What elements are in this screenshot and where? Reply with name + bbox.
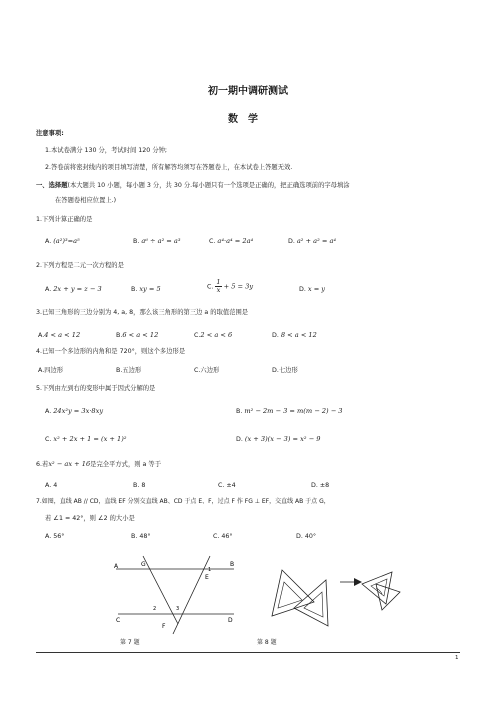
question-stem-cont: 若 ∠1 = 42°，则 ∠2 的大小是 [45,515,135,522]
label-g: G [141,561,146,568]
section-title: 一、选择题 [36,182,68,189]
section-header [36,182,350,190]
question-stem: 7.如图，直线 AB // CD，直线 EF 分别交直线 AB、CD 于点 E、F，过点 F 作 FG ⊥ EF，交直线 AB 于点 G， [36,498,330,505]
option-c: C. 46° [213,533,233,540]
subject-title: 数学 [228,114,268,125]
label-a: A [114,563,119,570]
option-b: B. 8 [133,482,146,489]
option-d: D. x = y [299,285,326,293]
option-b: B.6 < a < 12 [116,331,159,339]
option-a: A. 56° [45,533,65,540]
question-stem: 4.已知一个多边形的内角和是 720°，则这个多边形是 [36,348,186,355]
option-a: A.4 < a < 12 [38,331,81,339]
notice-title: 注意事项: [36,130,64,137]
option-a: A. 24x²y = 3x·8xy [45,407,104,415]
question-stem: 5.下列由左到右的变形中属于因式分解的是 [36,385,156,392]
option-d: D. 8 < a < 12 [272,331,317,339]
page-title: 初一期中调研测试 [208,86,288,97]
line-ef [173,556,210,634]
footer-divider [36,652,460,653]
label-angle-1: 1 [208,567,212,573]
notice-item: 1.本试卷满分 130 分，考试时间 120 分钟; [45,147,168,154]
option-d: D.七边形 [272,367,298,374]
option-c: C. $\frac{1}{x}$ + 5 = 3y [207,278,254,294]
page-number: 1 [455,655,459,661]
question-stem: 3.已知三角形的三边分别为 4, a, 8，那么该三角形的第三边 a 的取值范围是 [36,309,249,316]
option-b: B.五边形 [116,367,142,374]
section-instructions: (本大题共 10 小题，每小题 3 分，共 30 分.每小题只有一个选项是正确的，把正确选项前的字母填涂 [67,182,350,189]
figure-8-diagram [268,552,408,638]
triangle-ruler-4 [376,584,400,610]
section-instructions-cont: 在答题卷相应位置上.) [55,197,117,204]
option-a: A. 4 [45,482,58,489]
option-a: A. (a²)³=a⁵ [45,237,80,245]
option-d: D. ±8 [311,482,330,489]
option-c: C.2 < a < 6 [194,331,233,339]
label-angle-2: 2 [153,606,157,612]
option-b: B. 48° [131,533,151,540]
option-b: B. m² − 2m − 3 = m(m − 2) − 3 [236,407,343,415]
fraction: $\frac{1}{x}$ [216,278,221,294]
option-a: A.四边形 [38,367,64,374]
figure-8-caption: 第 8 题 [257,639,277,646]
option-a: A. 2x + y = z − 3 [45,285,102,293]
label-d: D [228,617,233,624]
triangle-ruler-1 [272,570,314,616]
notice-item: 2.答卷前将密封线内的项目填写清楚，所有解答均须写在答题卷上，在本试卷上答题无效. [45,164,293,171]
option-d: D. a² + a² = a⁴ [288,237,337,245]
option-d: D. (x + 3)(x − 3) = x² − 9 [236,435,321,443]
figure-7-diagram [110,552,240,638]
label-angle-3: 3 [176,606,180,612]
label-f: F [162,623,166,630]
option-d: D. 40° [296,533,317,540]
question-stem: 6.若x² − ax + 16是完全平方式，则 a 等于 [36,460,161,468]
option-c: C. x² + 2x + 1 = (x + 1)² [45,435,127,443]
label-c: C [116,617,121,624]
label-b: B [230,561,235,568]
label-e: E [205,574,209,581]
option-b: B. xy = 5 [131,285,161,293]
arrow-head [354,578,362,586]
question-stem: 1.下列计算正确的是 [36,216,93,223]
option-c: C. a⁴·a⁴ = 2a⁴ [209,237,254,245]
option-c: C.六边形 [194,367,220,374]
option-b: B. a⁶ ÷ a² = a³ [133,237,181,245]
option-c: C. ±4 [218,482,236,489]
figure-7-caption: 第 7 题 [120,639,140,646]
question-stem: 2.下列方程是二元一次方程的是 [36,262,124,269]
